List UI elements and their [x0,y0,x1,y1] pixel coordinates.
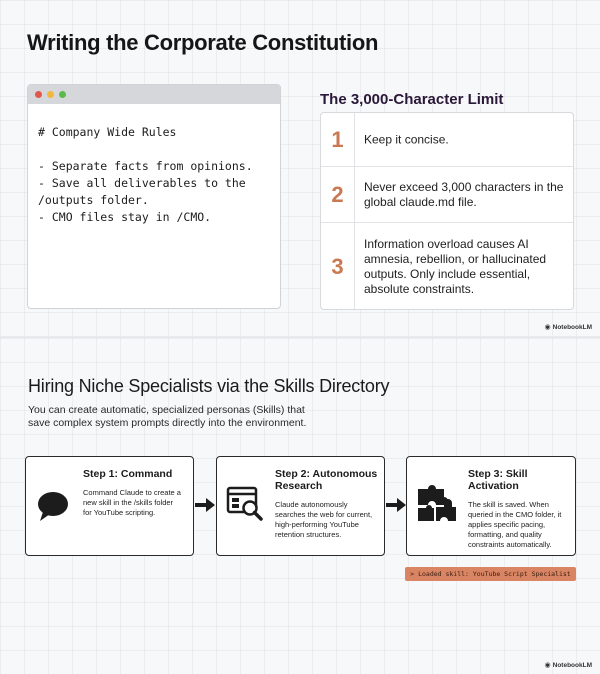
step-description: Command Claude to create a new skill in the /skills folder for YouTube scripting. [83,488,181,517]
notebooklm-logo-icon: ◉ [544,324,551,331]
puzzle-icon [414,483,458,525]
window-maximize-dot-icon [59,91,66,98]
slide-subtitle: You can create automatic, specialized personas (Skills) that save complex system prompts directly into the environment. [28,404,307,429]
code-line: - CMO files stay in /CMO. [38,210,212,224]
watermark-label: NotebookLM [552,661,592,669]
notebooklm-watermark [545,661,592,669]
arrow-right-icon [386,498,406,512]
step-card-research [216,456,385,556]
code-window [27,84,281,309]
step-title: Step 3: Skill Activation [468,468,528,492]
watermark-label: NotebookLM [552,323,592,331]
limit-heading: The 3,000-Character Limit [320,91,504,108]
rule-number: 3 [321,223,355,310]
slide-title: Writing the Corporate Constitution [27,30,379,55]
rule-number: 1 [321,113,355,166]
rule-row-1 [321,113,573,167]
rule-row-3 [321,223,573,310]
step-title: Step 1: Command [83,468,173,480]
slide-corporate-constitution [0,0,600,336]
rule-number: 2 [321,167,355,222]
window-minimize-dot-icon [47,91,54,98]
notebooklm-logo-icon: ◉ [544,662,551,669]
window-title-bar [28,85,280,104]
rules-table [320,112,574,310]
web-search-icon [226,485,264,523]
rule-text: Keep it concise. [364,132,449,146]
code-line: # Company Wide Rules [38,125,177,139]
code-body [28,104,280,226]
code-line: - Save all deliverables to the [38,176,246,190]
code-line: - Separate facts from opinions. [38,159,253,173]
step-description: Claude autonomously searches the web for current, high-performing YouTube retention structures. [275,500,373,539]
step-description: The skill is saved. When queried in the CMO folder, it applies specific pacing, formatting, and quality constraints automatically. [468,500,562,549]
step-title: Step 2: Autonomous Research [275,468,378,492]
step-card-activation [406,456,576,556]
slide-title: Hiring Niche Specialists via the Skills Directory [28,376,390,396]
step-card-command [25,456,194,556]
slide-skills-directory [0,338,600,674]
window-close-dot-icon [35,91,42,98]
notebooklm-watermark [545,323,592,331]
speech-bubble-icon [36,490,70,522]
rule-text: Information overload causes AI amnesia, rebellion, or hallucinated outputs. Only include essential, absolute constraints. [364,237,547,296]
code-line [38,141,280,158]
code-line: /outputs folder. [38,193,149,207]
arrow-right-icon [195,498,215,512]
loaded-skill-badge: > Loaded skill: YouTube Script Specialist [405,567,576,581]
rule-row-2 [321,167,573,223]
rule-text: Never exceed 3,000 characters in the global claude.md file. [364,179,564,209]
